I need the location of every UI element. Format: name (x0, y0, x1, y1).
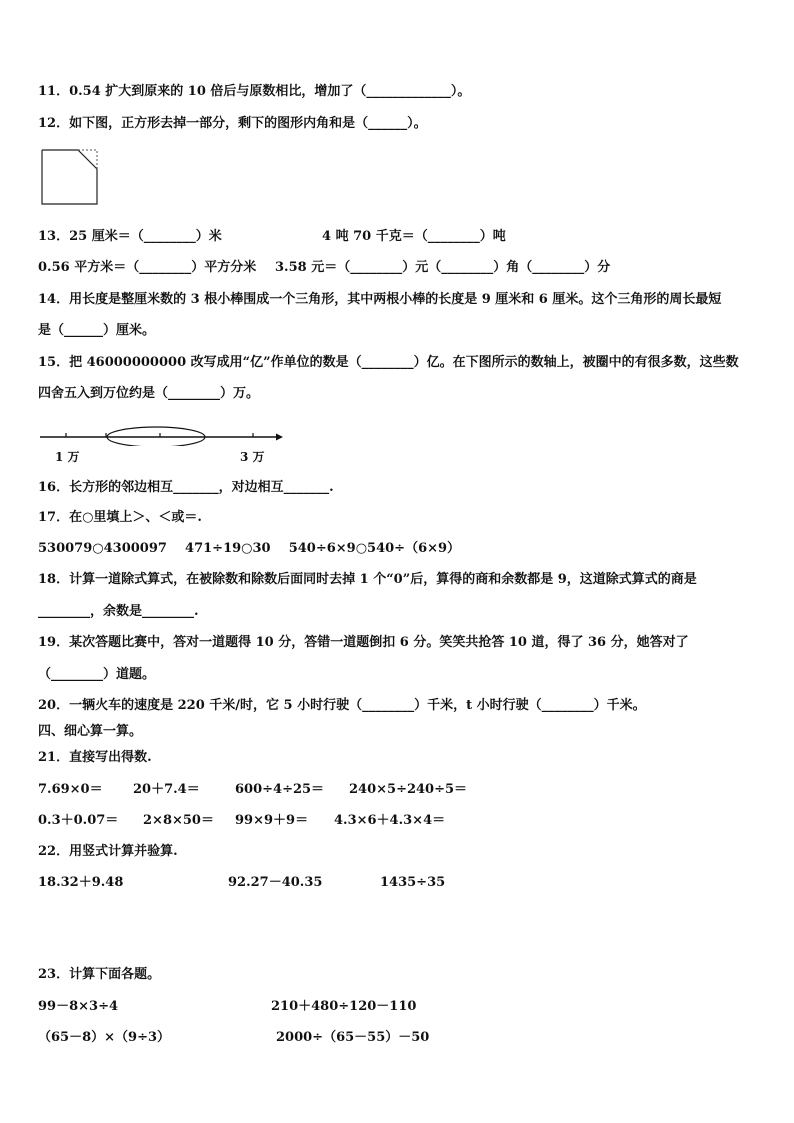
calc-item: 4.3×6＋4.3×4＝ (334, 813, 446, 828)
question-12: 12．如下图，正方形去掉一部分，剩下的图形内角和是（______）。 (38, 116, 427, 131)
number-line-right-label: 3 万 (240, 450, 265, 464)
question-19-line2: （________）道题。 (38, 667, 156, 682)
compute-item: 210＋480÷120－110 (271, 999, 417, 1014)
vertical-calc-item: 92.27－40.35 (228, 875, 323, 890)
calc-item: 0.3＋0.07＝ (38, 813, 119, 828)
question-13-c: 0.56 平方米＝（________）平方分米 (38, 260, 257, 275)
calc-item: 20＋7.4＝ (133, 782, 200, 797)
vertical-calc-item: 18.32＋9.48 (38, 875, 124, 890)
compute-item: 2000÷（65－55）－50 (276, 1030, 430, 1045)
calc-item: 7.69×0＝ (38, 782, 103, 797)
vertical-calc-item: 1435÷35 (380, 875, 446, 890)
calc-item: 240×5÷240÷5＝ (349, 782, 468, 797)
question-15-line2: 四舍五入到万位约是（________）万。 (38, 386, 260, 401)
question-14-line2: 是（______）厘米。 (38, 323, 156, 338)
question-14-line1: 14．用长度是整厘米数的 3 根小棒围成一个三角形，其中两根小棒的长度是 9 厘米和 6 厘米。这个三角形的周长最短 (38, 292, 722, 307)
question-23: 23．计算下面各题。 (38, 967, 161, 982)
question-19-line1: 19．某次答题比赛中，答对一道题得 10 分，答错一道题倒扣 6 分。笑笑共抢答 10 道，得了 36 分，她答对了 (38, 635, 689, 650)
compute-item: 99－8×3÷4 (38, 999, 119, 1014)
question-17: 17．在○里填上＞、＜或＝. (38, 510, 202, 525)
question-18-line1: 18．计算一道除式算式，在被除数和除数后面同时去掉 1 个“0”后，算得的商和余数都是 9，这道除式算式的商是 (38, 572, 697, 587)
question-16: 16．长方形的邻边相互_______，对边相互_______. (38, 480, 334, 495)
question-13-a: 13．25 厘米＝（________）米 (38, 229, 222, 244)
question-18-line2: ________，余数是________. (38, 604, 199, 619)
question-21: 21．直接写出得数. (38, 750, 152, 765)
cut-square-figure (40, 148, 100, 206)
number-line-left-label: 1 万 (55, 450, 80, 464)
question-13-d: 3.58 元＝（________）元（________）角（________）分 (275, 260, 611, 275)
question-17-items: 530079○4300097 471÷19○30 540÷6×9○540÷（6×9） (38, 541, 461, 556)
calc-item: 99×9＋9＝ (235, 813, 309, 828)
section-4-heading: 四、细心算一算。 (38, 724, 143, 739)
compute-item: （65－8）×（9÷3） (38, 1030, 171, 1045)
question-11: 11．0.54 扩大到原来的 10 倍后与原数相比，增加了（_____________）。 (38, 84, 471, 99)
calc-item: 2×8×50＝ (143, 813, 214, 828)
question-22: 22．用竖式计算并验算. (38, 844, 178, 859)
question-13-b: 4 吨 70 千克＝（________）吨 (322, 229, 506, 244)
question-20: 20．一辆火车的速度是 220 千米/时，它 5 小时行驶（________）千米，t 小时行驶（________）千米。 (38, 698, 646, 713)
calc-item: 600÷4÷25＝ (235, 782, 325, 797)
number-line (38, 420, 288, 446)
question-15-line1: 15．把 46000000000 改写成用“亿”作单位的数是（________）亿。在下图所示的数轴上，被圈中的有很多数，这些数 (38, 355, 739, 370)
